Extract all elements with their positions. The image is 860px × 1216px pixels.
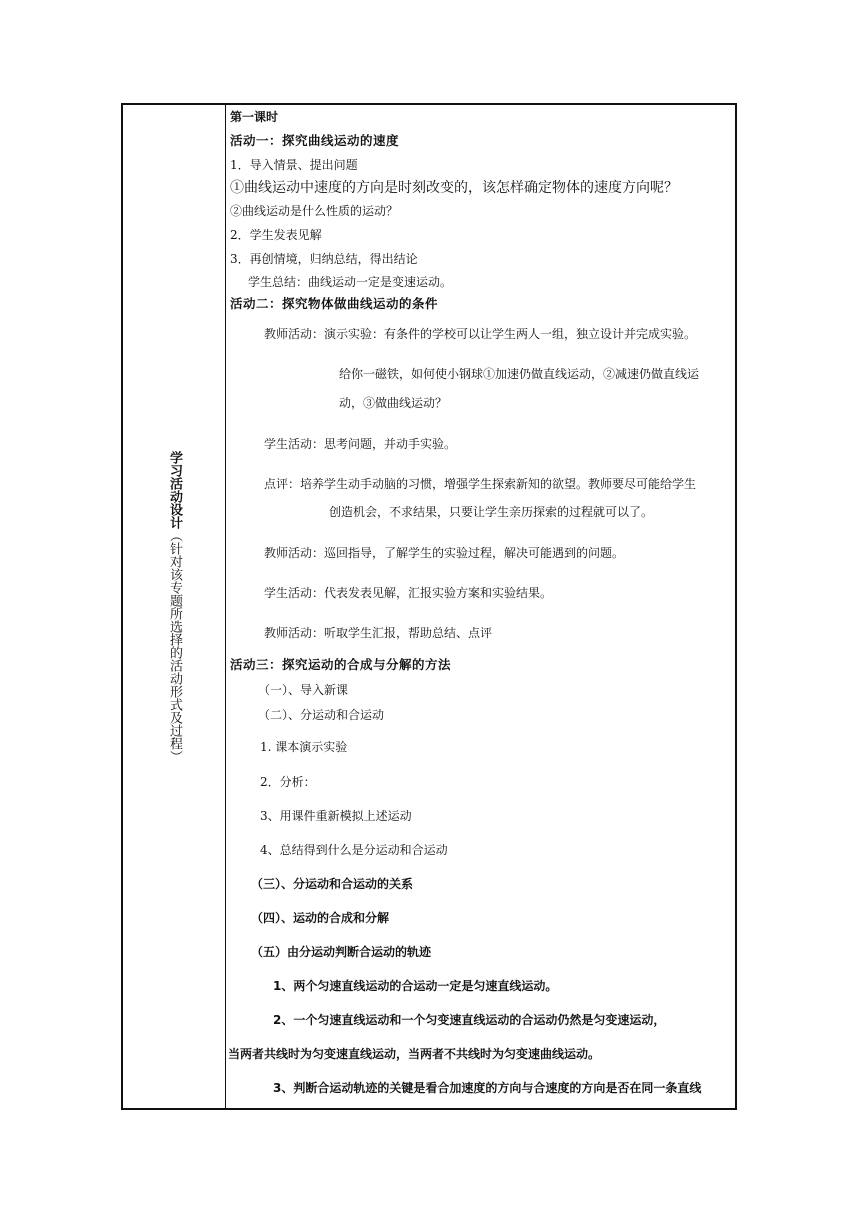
row-label-main: 学习活动设计 bbox=[167, 450, 182, 529]
text-line: 2、一个匀速直线运动和一个匀变速直线运动的合运动仍然是匀变速运动， bbox=[273, 1013, 666, 1027]
text-line: （四）、运动的合成和分解 bbox=[251, 911, 390, 925]
text-line: ②曲线运动是什么性质的运动？ bbox=[230, 204, 399, 218]
text-line: 3．再创情境，归纳总结，得出结论 bbox=[230, 252, 418, 266]
text-line: 学生总结：曲线运动一定是变速运动。 bbox=[248, 275, 453, 289]
text-line: 4、总结得到什么是分运动和合运动 bbox=[260, 843, 448, 857]
text-line: 3、用课件重新模拟上述运动 bbox=[260, 809, 412, 823]
text-line: 给你一磁铁，如何使小钢球①加速仍做直线运动，②减速仍做直线运 bbox=[339, 367, 700, 381]
text-line: 1、两个匀速直线运动的合运动一定是匀速直线运动。 bbox=[273, 979, 558, 993]
column-divider bbox=[225, 105, 226, 1108]
row-label-cell bbox=[123, 105, 225, 1108]
lesson-period: 第一课时 bbox=[230, 110, 279, 124]
text-line: 1．导入情景、提出问题 bbox=[230, 158, 358, 172]
activity-heading: 活动二：探究物体做曲线运动的条件 bbox=[230, 296, 439, 311]
text-line: （一）、导入新课 bbox=[258, 683, 349, 697]
activity-heading: 活动三：探究运动的合成与分解的方法 bbox=[230, 657, 452, 672]
text-line: 2．学生发表见解 bbox=[230, 228, 322, 242]
text-line: 创造机会，不求结果，只要让学生亲历探索的过程就可以了。 bbox=[329, 505, 654, 519]
activity-content-cell bbox=[227, 105, 735, 1108]
row-label-sub: （针对该专题所选择的活动形式及过程） bbox=[167, 528, 182, 763]
text-line: 2．分析： bbox=[260, 775, 316, 789]
text-line: 教师活动：听取学生汇报，帮助总结、点评 bbox=[264, 626, 493, 640]
activity-heading: 活动一：探究曲线运动的速度 bbox=[230, 133, 400, 148]
text-line: 动，③做曲线运动？ bbox=[339, 396, 448, 410]
text-line: ①曲线运动中速度的方向是时刻改变的，该怎样确定物体的速度方向呢？ bbox=[230, 180, 678, 196]
lesson-table bbox=[121, 103, 737, 1110]
text-line: 点评：培养学生动手动脑的习惯，增强学生探索新知的欲望。教师要尽可能给学生 bbox=[264, 477, 697, 491]
text-line: 1. 课本演示实验 bbox=[260, 740, 348, 754]
text-line: （五）由分运动判断合运动的轨迹 bbox=[251, 945, 432, 959]
text-line: 学生活动：思考问题，并动手实验。 bbox=[264, 437, 457, 451]
row-label bbox=[167, 451, 181, 763]
text-line: 学生活动：代表发表见解，汇报实验方案和实验结果。 bbox=[264, 586, 553, 600]
text-line: （二）、分运动和合运动 bbox=[258, 708, 385, 722]
text-line: 3、判断合运动轨迹的关键是看合加速度的方向与合速度的方向是否在同一条直线 bbox=[273, 1081, 702, 1095]
text-line: （三）、分运动和合运动的关系 bbox=[251, 877, 414, 891]
text-line: 教师活动：演示实验：有条件的学校可以让学生两人一组，独立设计并完成实验。 bbox=[264, 327, 697, 341]
text-line: 教师活动：巡回指导，了解学生的实验过程，解决可能遇到的问题。 bbox=[264, 546, 625, 560]
text-line: 当两者共线时为匀变速直线运动，当两者不共线时为匀变速曲线运动。 bbox=[228, 1047, 601, 1061]
